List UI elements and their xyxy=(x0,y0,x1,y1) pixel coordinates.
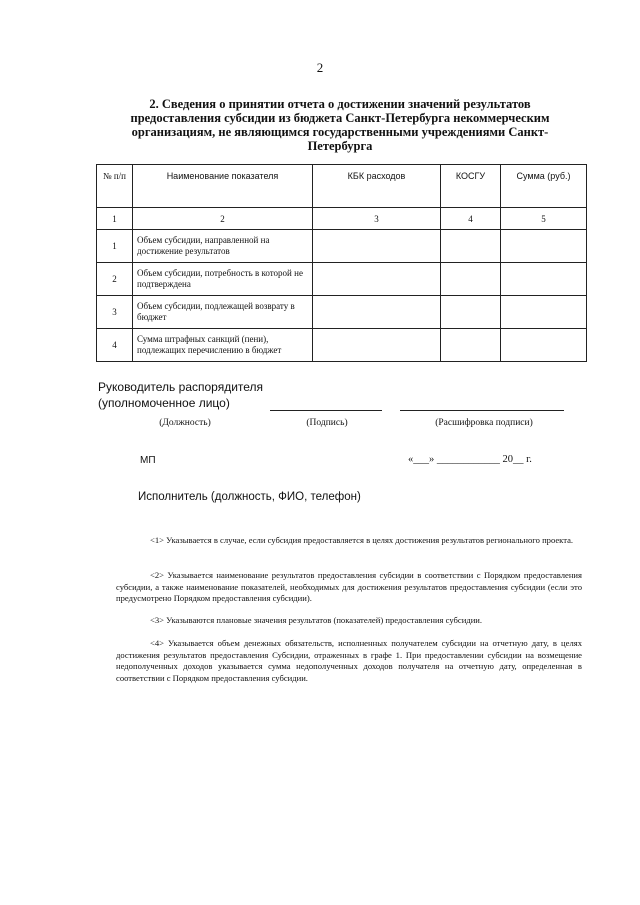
header-kbk: КБК расходов xyxy=(313,165,441,208)
row-kbk-cell xyxy=(313,263,441,296)
column-number: 5 xyxy=(501,208,587,230)
page-number: 2 xyxy=(316,60,324,75)
executor-label: Исполнитель (должность, ФИО, телефон) xyxy=(138,491,361,503)
row-kosgu-cell xyxy=(441,230,501,263)
row-kosgu-cell xyxy=(441,296,501,329)
signature-caption: (Подпись) xyxy=(306,418,348,428)
table-row xyxy=(97,329,587,362)
row-indicator-name: Объем субсидии, подлежащей возврату в бюджет xyxy=(133,296,313,329)
footnote: <1> Указывается в случае, если субсидия предоставляется в целях достижения результатов регионального проекта. xyxy=(150,535,574,545)
row-sum-cell xyxy=(501,296,587,329)
table-row xyxy=(97,230,587,263)
row-sum-cell xyxy=(501,230,587,263)
row-kosgu-cell xyxy=(441,329,501,362)
column-number: 1 xyxy=(97,208,133,230)
date-line: «___» ____________ 20__ г. xyxy=(408,454,532,465)
row-kbk-cell xyxy=(313,296,441,329)
footnote: <4> Указывается объем денежных обязательств, исполненных получателем субсидии на отчетную дату, в целях достижения результатов предоставления Субсидии, отраженных в графе 1. При предоставлении субсидии на возмещение недополученных доходов указывается сумма недополученных доходов получателя на отчетную дату, определенная в соответствии с Порядком предоставления субсидии. xyxy=(116,638,582,683)
decoding-caption: (Расшифровка подписи) xyxy=(435,418,533,428)
signature-line xyxy=(270,410,382,411)
row-indicator-name: Объем субсидии, направленной на достижение результатов xyxy=(133,230,313,263)
indicators-table xyxy=(96,164,587,362)
column-number: 3 xyxy=(313,208,441,230)
manager-label-line1: Руководитель распорядителя xyxy=(98,380,264,394)
row-number: 2 xyxy=(97,263,133,296)
table-row xyxy=(97,296,587,329)
table-row xyxy=(97,263,587,296)
header-sum: Сумма (руб.) xyxy=(501,165,587,208)
column-number-row xyxy=(97,208,587,230)
row-indicator-name: Объем субсидии, потребность в которой не подтверждена xyxy=(133,263,313,296)
row-sum-cell xyxy=(501,263,587,296)
table-header-row xyxy=(97,165,587,208)
row-number: 1 xyxy=(97,230,133,263)
row-kbk-cell xyxy=(313,329,441,362)
header-name: Наименование показателя xyxy=(133,165,313,208)
header-kosgu: КОСГУ xyxy=(441,165,501,208)
manager-label xyxy=(98,379,263,411)
position-caption: (Должность) xyxy=(159,418,211,428)
row-sum-cell xyxy=(501,329,587,362)
row-number: 4 xyxy=(97,329,133,362)
stamp-place-label: МП xyxy=(140,455,156,466)
row-kbk-cell xyxy=(313,230,441,263)
column-number: 4 xyxy=(441,208,501,230)
decoding-line xyxy=(400,410,564,411)
manager-label-line2: (уполномоченное лицо) xyxy=(98,396,230,410)
footnote: <2> Указывается наименование результатов предоставления субсидии в соответствии с Порядком предоставления субсидии, а также наименование показателей, необходимых для достижения результатов предоставления субсидии (если это предусмотрено Порядком предоставления субсидии). xyxy=(116,570,582,603)
header-num: № п/п xyxy=(97,165,133,208)
row-number: 3 xyxy=(97,296,133,329)
column-number: 2 xyxy=(133,208,313,230)
section-title: 2. Сведения о принятии отчета о достижении значений результатов предоставления субсидии из бюджета Санкт-Петербурга некоммерческим организациям, не являющимся государственными учреждениями Санкт-Петербурга xyxy=(130,97,550,153)
row-indicator-name: Сумма штрафных санкций (пени), подлежащих перечислению в бюджет xyxy=(133,329,313,362)
footnote: <3> Указываются плановые значения результатов (показателей) предоставления субсидии. xyxy=(150,615,483,625)
row-kosgu-cell xyxy=(441,263,501,296)
